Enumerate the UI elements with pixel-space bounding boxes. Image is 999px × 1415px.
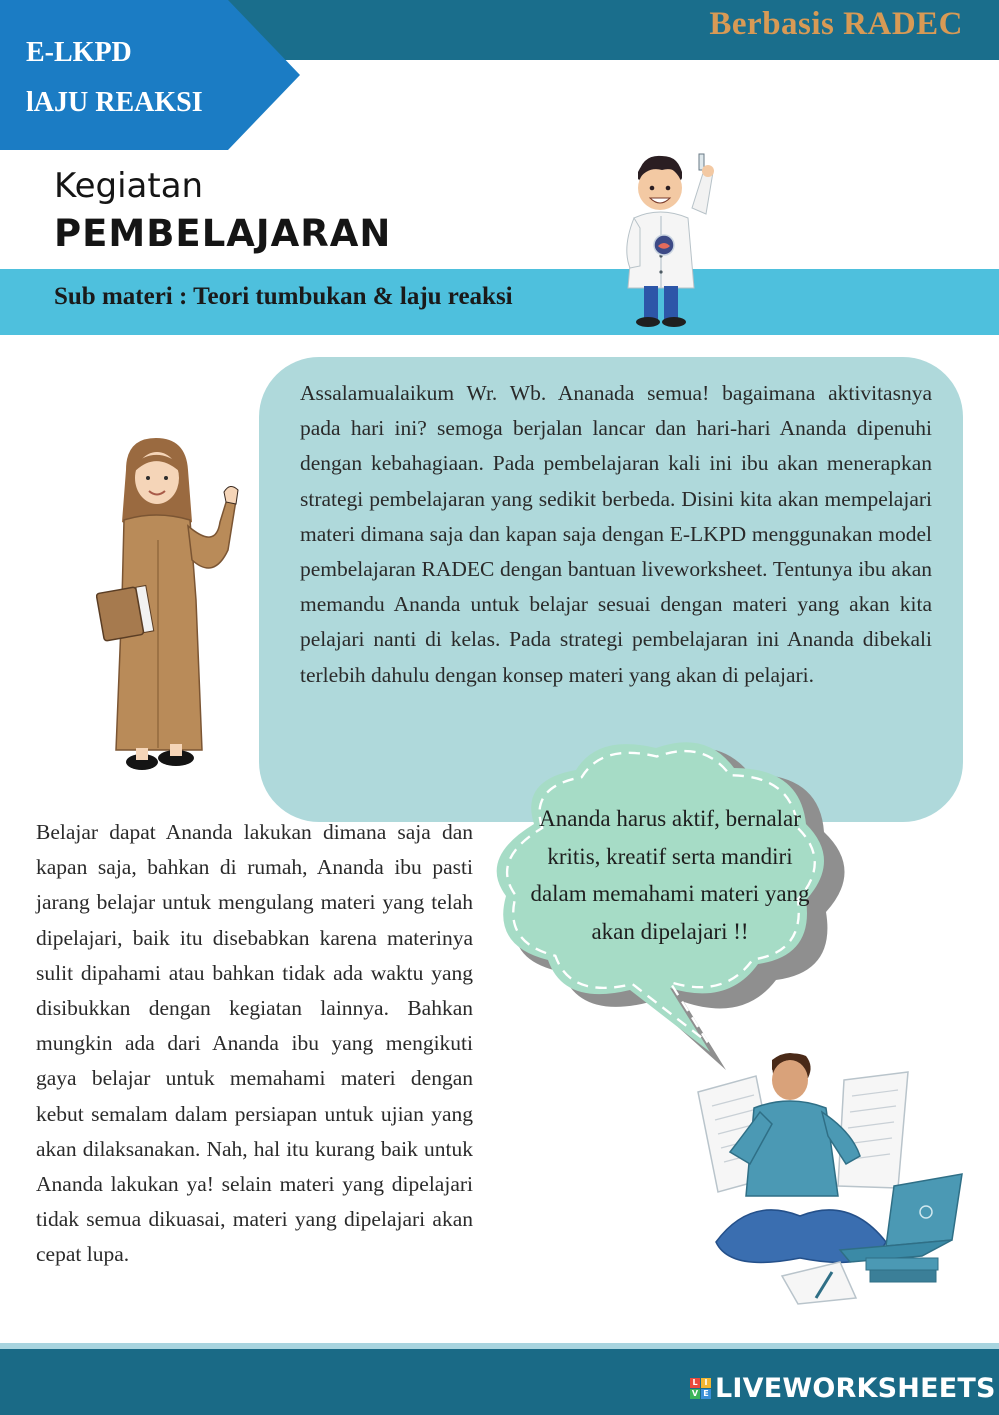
student-illustration bbox=[690, 1046, 980, 1306]
intro-paragraph: Assalamualaikum Wr. Wb. Ananada semua! bagaimana aktivitasnya pada hari ini? semoga berjalan lancar dan hari-hari Ananda dipenuhi dengan kebahagiaan. Pada pembelajaran kali ini ibu akan menerapkan strategi pembelajaran yang sedikit berbeda. Disini kita akan mempelajari materi dimana saja dan kapan saja dengan E-LKPD menggunakan model pembelajaran RADEC dengan bantuan liveworksheet. Tentunya ibu akan memandu Ananda untuk belajar sesuai dengan materi yang akan kita pelajari nanti di kelas. Pada strategi pembelajaran ini Ananda dibekali terlebih dahulu dengan konsep materi yang akan di pelajari. bbox=[300, 381, 932, 687]
liveworksheets-logo[interactable] bbox=[690, 1373, 996, 1404]
section-pembelajaran: PEMBELAJARAN bbox=[54, 212, 392, 255]
liveworksheets-logo-text: LIVEWORKSHEETS bbox=[715, 1373, 996, 1404]
badge-line-2: lAJU REAKSI bbox=[26, 87, 203, 118]
teacher-illustration bbox=[96, 430, 246, 785]
badge-line-1: E-LKPD bbox=[26, 37, 132, 68]
title-badge-text bbox=[26, 28, 203, 128]
section-kegiatan: Kegiatan bbox=[54, 166, 204, 206]
sub-materi-title: Sub materi : Teori tumbukan & laju reaksi bbox=[54, 283, 513, 310]
scientist-illustration bbox=[620, 148, 730, 330]
brand-title: Berbasis RADEC bbox=[709, 6, 963, 42]
liveworksheets-blocks-icon: L I V E bbox=[690, 1378, 711, 1399]
thought-text: Ananda harus aktif, bernalar kritis, kreatif serta mandiri dalam memahami materi yang akan dipelajari !! bbox=[530, 806, 810, 944]
body-paragraph: Belajar dapat Ananda lakukan dimana saja dan kapan saja, bahkan di rumah, Ananda ibu pasti jarang belajar untuk mengulang materi yang telah dipelajari, baik itu disebabkan karena materinya sulit dipahami atau bahkan tidak ada waktu yang disibukkan dengan kegiatan lainnya. Bahkan mungkin ada dari Ananda ibu yang mengikuti gaya belajar untuk memahami materi dengan kebut semalam dalam persiapan untuk ujian yang akan dilaksanakan. Nah, hal itu kurang baik untuk Ananda lakukan ya! selain materi yang dipelajari tidak semua dikuasai, materi yang dipelajari akan cepat lupa. bbox=[36, 820, 473, 1267]
